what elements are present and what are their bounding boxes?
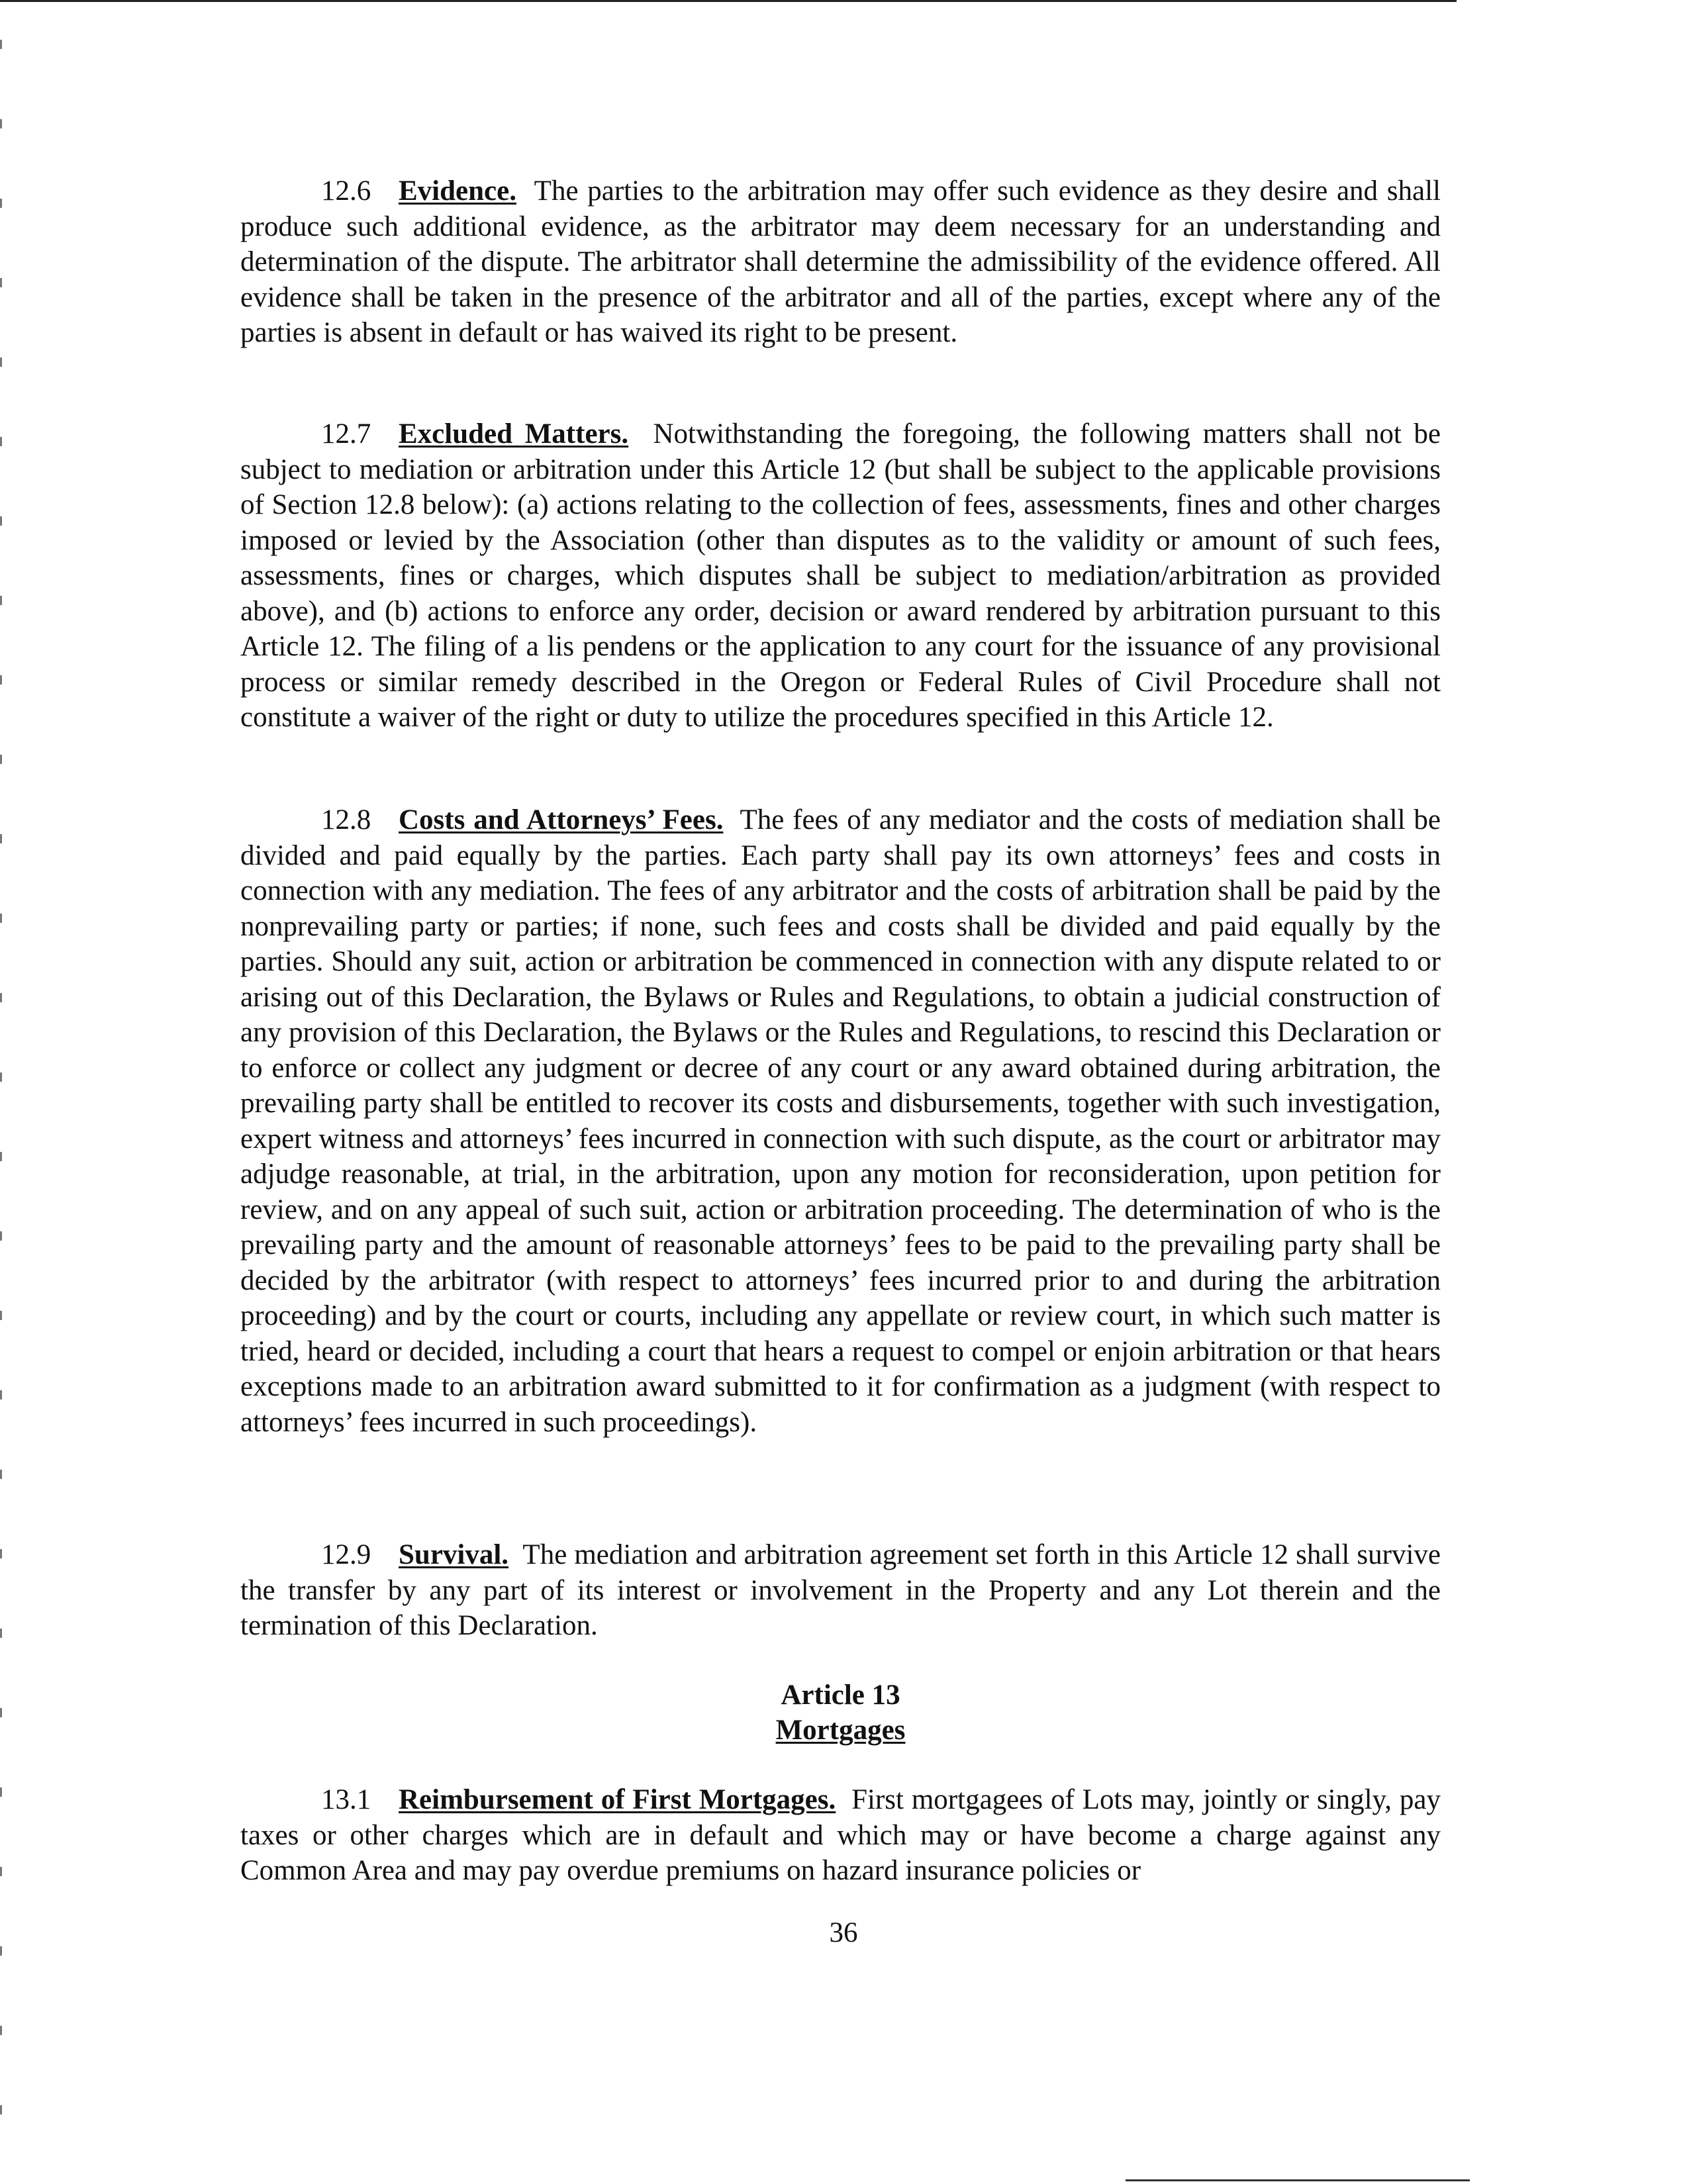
section-body: First mortgagees of Lots may, jointly or singly, pay taxes or other charges which are in default and which may or have become a charge against any Common Area and may pay overdue premiums on hazard insurance policies or [240, 1784, 1441, 1886]
section-title: Evidence. [399, 175, 516, 207]
scan-border-left [0, 40, 2, 2145]
page-number: 36 [829, 1917, 858, 1948]
section-12-8 [240, 802, 1441, 1440]
section-body: The parties to the arbitration may offer such evidence as they desire and shall produce such additional evidence, as the arbitrator may deem necessary for an understanding and determination of the dispute. The arbitrator shall determine the admissibility of the evidence offered. All evidence shall be taken in the presence of the arbitrator and all of the parties, except where any of the parties is absent in default or has waived its right to be present. [240, 175, 1441, 348]
section-paragraph [240, 416, 1441, 736]
section-paragraph [240, 173, 1441, 351]
section-12-7 [240, 416, 1441, 736]
section-body: The mediation and arbitration agreement set forth in this Article 12 shall survive the transfer by any part of its interest or involvement in the Property and any Lot therein and the termination of this Declaration. [240, 1539, 1441, 1641]
section-title: Excluded Matters. [399, 418, 629, 450]
section-number: 12.6 [321, 175, 371, 207]
section-body: The fees of any mediator and the costs of mediation shall be divided and paid equally by the parties. Each party shall pay its own attorneys’ fees and costs in connection with any mediation. The fees of any arbitrator and the costs of arbitration shall be paid by the nonprevailing party or parties; if none, such fees and costs shall be divided and paid equally by the parties. Should any suit, action or arbitration be commenced in connection with any dispute related to or arising out of this Declaration, the Bylaws or Rules and Regulations, to obtain a judicial construction of any provision of this Declaration, the Bylaws or the Rules and Regulations, to rescind this Declaration or to enforce or collect any judgment or decree of any court or any award obtained during arbitration, the prevailing party shall be entitled to recover its costs and disbursements, together with such investigation, expert witness and attorneys’ fees incurred in connection with such dispute, as the court or arbitrator may adjudge reasonable, at trial, in the arbitration, upon any motion for reconsideration, upon petition for review, and on any appeal of such suit, action or arbitration proceeding. The determination of who is the prevailing party and the amount of reasonable attorneys’ fees to be paid to the prevailing party shall be decided by the arbitrator (with respect to attorneys’ fees incurred prior to and during the arbitration proceeding) and by the court or courts, including any appellate or review court, in which such matter is tried, heard or decided, including a court that hears a request to compel or enjoin arbitration or that hears exceptions made to an arbitration award submitted to it for confirmation as a judgment (with respect to attorneys’ fees incurred in such proceedings). [240, 804, 1441, 1438]
section-title: Costs and Attorneys’ Fees. [399, 804, 724, 835]
article-title: Mortgages [775, 1715, 906, 1746]
section-12-9 [240, 1537, 1441, 1644]
scan-border-top [0, 0, 1457, 2]
section-paragraph [240, 802, 1441, 1440]
section-13-1 [240, 1782, 1441, 1889]
section-title: Reimbursement of First Mortgages. [399, 1784, 836, 1815]
section-title: Survival. [399, 1539, 509, 1570]
article-heading [240, 1678, 1441, 1748]
section-body: Notwithstanding the foregoing, the following matters shall not be subject to mediation or arbitration under this Article 12 (but shall be subject to the applicable provisions of Section 12.8 below): (a) actions relating to the collection of fees, assessments, fines and other charges imposed or levied by the Association (other than disputes as to the validity or amount of such fees, assessments, fines or charges, which disputes shall be subject to mediation/arbitration as provided above), and (b) actions to enforce any order, decision or award rendered by arbitration pursuant to this Article 12. The filing of a lis pendens or the application to any court for the issuance of any provisional process or similar remedy described in the Oregon or Federal Rules of Civil Procedure shall not constitute a waiver of the right or duty to utilize the procedures specified in this Article 12. [240, 418, 1441, 733]
section-number: 12.9 [321, 1539, 371, 1570]
scan-border-bottom [1126, 2179, 1470, 2181]
section-12-6 [240, 173, 1441, 351]
section-number: 12.8 [321, 804, 371, 835]
section-paragraph [240, 1537, 1441, 1644]
article-label: Article 13 [781, 1680, 900, 1711]
section-number: 12.7 [321, 418, 371, 450]
section-paragraph [240, 1782, 1441, 1889]
section-number: 13.1 [321, 1784, 371, 1815]
